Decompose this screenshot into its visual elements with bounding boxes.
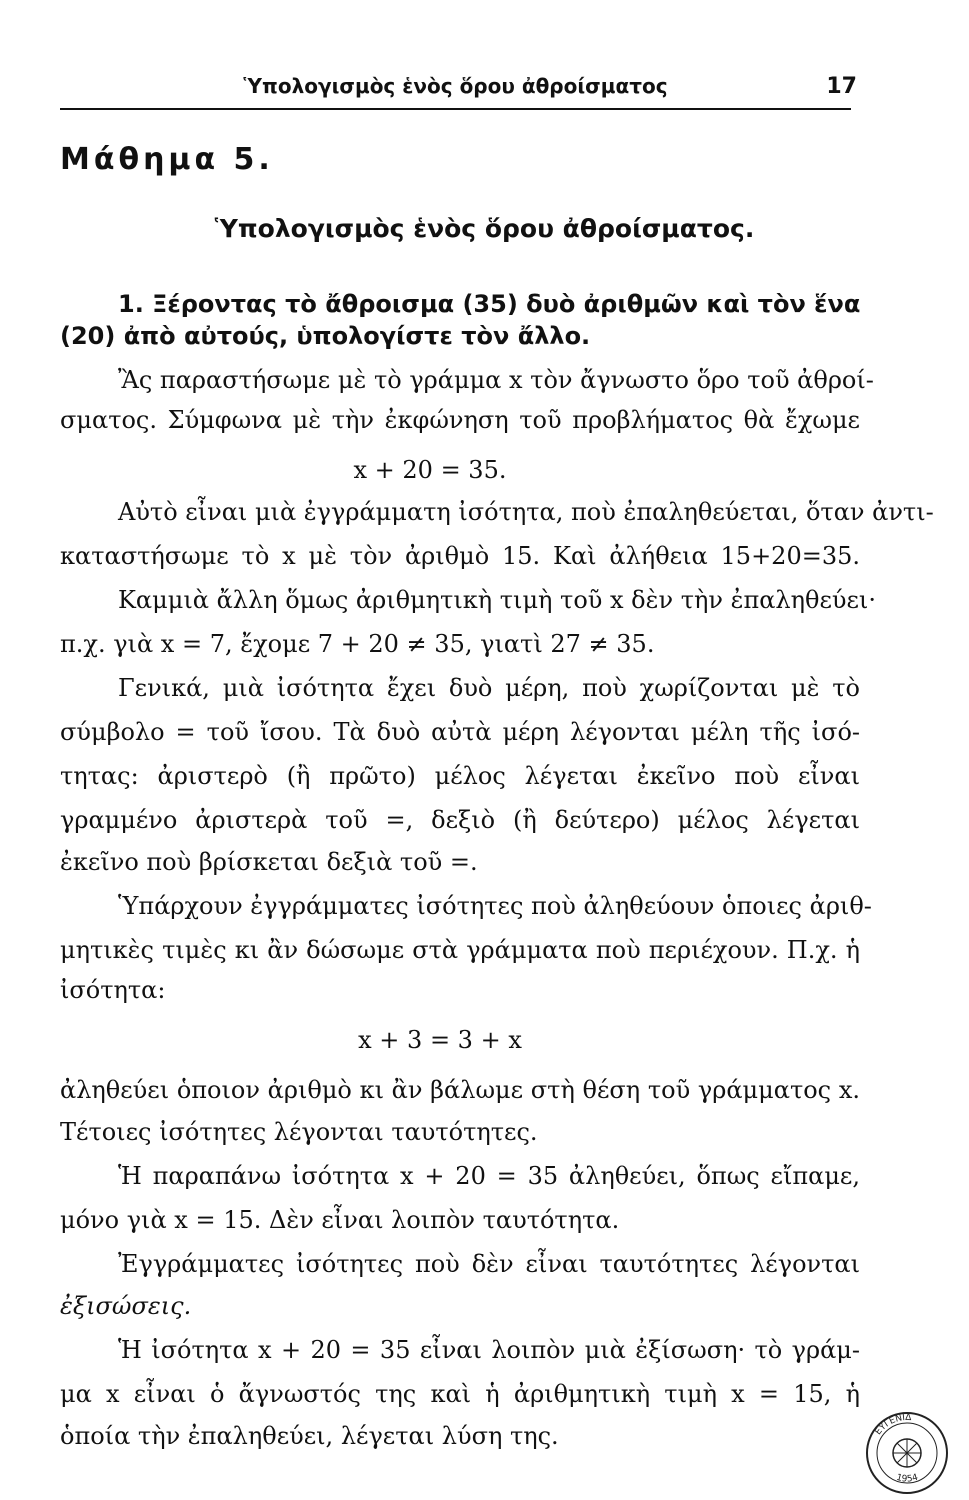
text-line: Ἂς παραστήσωμε μὲ τὸ γράμμα x τὸν ἄγνωστο ὅρο τοῦ ἀθροί- [118,366,874,394]
foundation-stamp-icon [862,1408,952,1498]
text-line: Καμμιὰ ἄλλη ὅμως ἀριθμητικὴ τιμὴ τοῦ x δὲν τὴν ἐπαληθεύει· [118,586,876,614]
text-line: τητας: ἀριστερὸ (ἢ πρῶτο) μέλος λέγεται ἐκεῖνο ποὺ εἶναι [60,762,860,790]
text-line: (20) ἀπὸ αὐτούς, ὑπολογίστε τὸν ἄλλο. [60,322,591,350]
text-line: μητικὲς τιμὲς κι ἂν δώσωμε στὰ γράμματα ποὺ περιέχουν. Π.χ. ἡ [60,936,860,964]
section-title: Ὑπολογισμὸς ἑνὸς ὅρου ἀθροίσματος. [214,214,755,243]
running-title: Ὑπολογισμὸς ἑνὸς ὅρου ἀθροίσματος [243,74,668,98]
text-line: σύμβολο = τοῦ ἴσου. Τὰ δυὸ αὐτὰ μέρη λέγονται μέλη τῆς ἰσό- [60,718,860,746]
text-line: Ὑπάρχουν ἐγγράμματες ἰσότητες ποὺ ἀληθεύουν ὁποιες ἀριθ- [118,892,872,920]
text-line: σματος. Σύμφωνα μὲ τὴν ἐκφώνηση τοῦ προβλήματος θὰ ἔχωμε [60,406,860,434]
stamp-top-text: ΕΥΓΕΝΙΔ [873,1412,912,1438]
text-line: ἐξισώσεις. [60,1292,192,1320]
text-line: μόνο γιὰ x = 15. Δὲν εἶναι λοιπὸν ταυτότητα. [60,1206,620,1234]
text-line: μα x εἶναι ὁ ἄγνωστός της καὶ ἡ ἀριθμητικὴ τιμὴ x = 15, ἡ [60,1380,860,1408]
running-header [60,72,857,110]
equation: x + 20 = 35. [353,456,507,484]
text-line: Γενικά, μιὰ ἰσότητα ἔχει δυὸ μέρη, ποὺ χωρίζονται μὲ τὸ [118,674,860,702]
text-line: Αὐτὸ εἶναι μιὰ ἐγγράμματη ἰσότητα, ποὺ ἐπαληθεύεται, ὅταν ἀντι- [118,498,934,526]
text-line: καταστήσωμε τὸ x μὲ τὸν ἀριθμὸ 15. Καὶ ἀλήθεια 15+20=35. [60,542,860,570]
equation: x + 3 = 3 + x [358,1026,522,1054]
lesson-heading: Μάθημα 5. [60,142,274,177]
stamp-year: 1954 [895,1472,920,1485]
text-line: Ἡ παραπάνω ἰσότητα x + 20 = 35 ἀληθεύει, ὅπως εἴπαμε, [118,1162,860,1190]
text-line: π.χ. γιὰ x = 7, ἔχομε 7 + 20 ≠ 35, γιατὶ 27 ≠ 35. [60,630,655,658]
text-line: ἀληθεύει ὁποιον ἀριθμὸ κι ἂν βάλωμε στὴ θέση τοῦ γράμματος x. [60,1076,860,1104]
text-line: ὁποία τὴν ἐπαληθεύει, λέγεται λύση της. [60,1422,559,1450]
text-line: γραμμένο ἀριστερὰ τοῦ =, δεξιὸ (ἢ δεύτερο) μέλος λέγεται [60,806,860,834]
page-number: 17 [826,74,857,99]
text-line: Ἐγγράμματες ἰσότητες ποὺ δὲν εἶναι ταυτότητες λέγονται [118,1250,860,1278]
text-line: 1. Ξέροντας τὸ ἄθροισμα (35) δυὸ ἀριθμῶν καὶ τὸν ἕνα [118,290,861,318]
text-line: Ἡ ἰσότητα x + 20 = 35 εἶναι λοιπὸν μιὰ ἐξίσωση· τὸ γράμ- [118,1336,860,1364]
text-line: Τέτοιες ἰσότητες λέγονται ταυτότητες. [60,1118,538,1146]
text-line: ἐκεῖνο ποὺ βρίσκεται δεξιὰ τοῦ =. [60,848,478,876]
text-line: ἰσότητα: [60,976,166,1004]
